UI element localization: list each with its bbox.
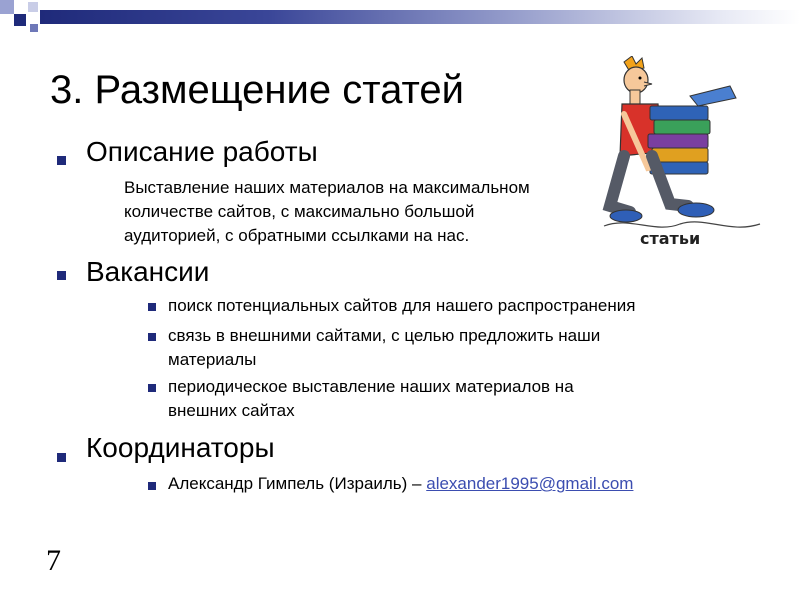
person-carrying-books-illustration xyxy=(600,56,770,246)
paragraph-line: количестве сайтов, с максимально большой xyxy=(124,202,475,221)
section-heading-work-description: Описание работы xyxy=(86,136,318,167)
slide-title: 3. Размещение статей xyxy=(50,68,464,112)
paragraph-line: аудиторией, с обратными ссылками на нас. xyxy=(124,226,470,245)
section-bullet xyxy=(57,156,66,165)
item-bullet xyxy=(148,384,156,392)
vacancy-item-line: материалы xyxy=(168,350,257,369)
paragraph-line: Выставление наших материалов на максимальном xyxy=(124,178,530,197)
vacancy-item-line: внешних сайтах xyxy=(168,401,295,420)
decor-square xyxy=(0,0,14,14)
section-heading-coordinators: Координаторы xyxy=(86,432,275,463)
coordinator-name: Александр Гимпель (Израиль) – xyxy=(168,474,427,493)
section-bullet xyxy=(57,271,66,280)
vacancy-item-line: периодическое выставление наших материалов на xyxy=(168,377,574,396)
vacancy-item xyxy=(168,375,748,423)
decor-square xyxy=(30,24,38,32)
coordinator-item xyxy=(168,472,748,496)
work-description-paragraph xyxy=(124,176,594,248)
vacancy-item-line: связь в внешними сайтами, с целью предложить наши xyxy=(168,326,601,345)
item-bullet xyxy=(148,333,156,341)
top-decorative-band xyxy=(0,0,800,36)
vacancy-item xyxy=(168,324,748,372)
section-bullet xyxy=(57,453,66,462)
item-bullet xyxy=(148,482,156,490)
page-number: 7 xyxy=(46,544,61,577)
item-bullet xyxy=(148,303,156,311)
coordinator-email-link[interactable]: alexander1995@gmail.com xyxy=(426,474,634,493)
vacancy-item xyxy=(168,294,748,318)
clipart-caption: статьи xyxy=(640,229,701,246)
vacancy-item-line: поиск потенциальных сайтов для нашего распространения xyxy=(168,296,636,315)
decor-square xyxy=(28,2,38,12)
header-gradient-bar xyxy=(40,10,800,24)
decor-square xyxy=(14,14,26,26)
section-heading-vacancies: Вакансии xyxy=(86,256,210,287)
